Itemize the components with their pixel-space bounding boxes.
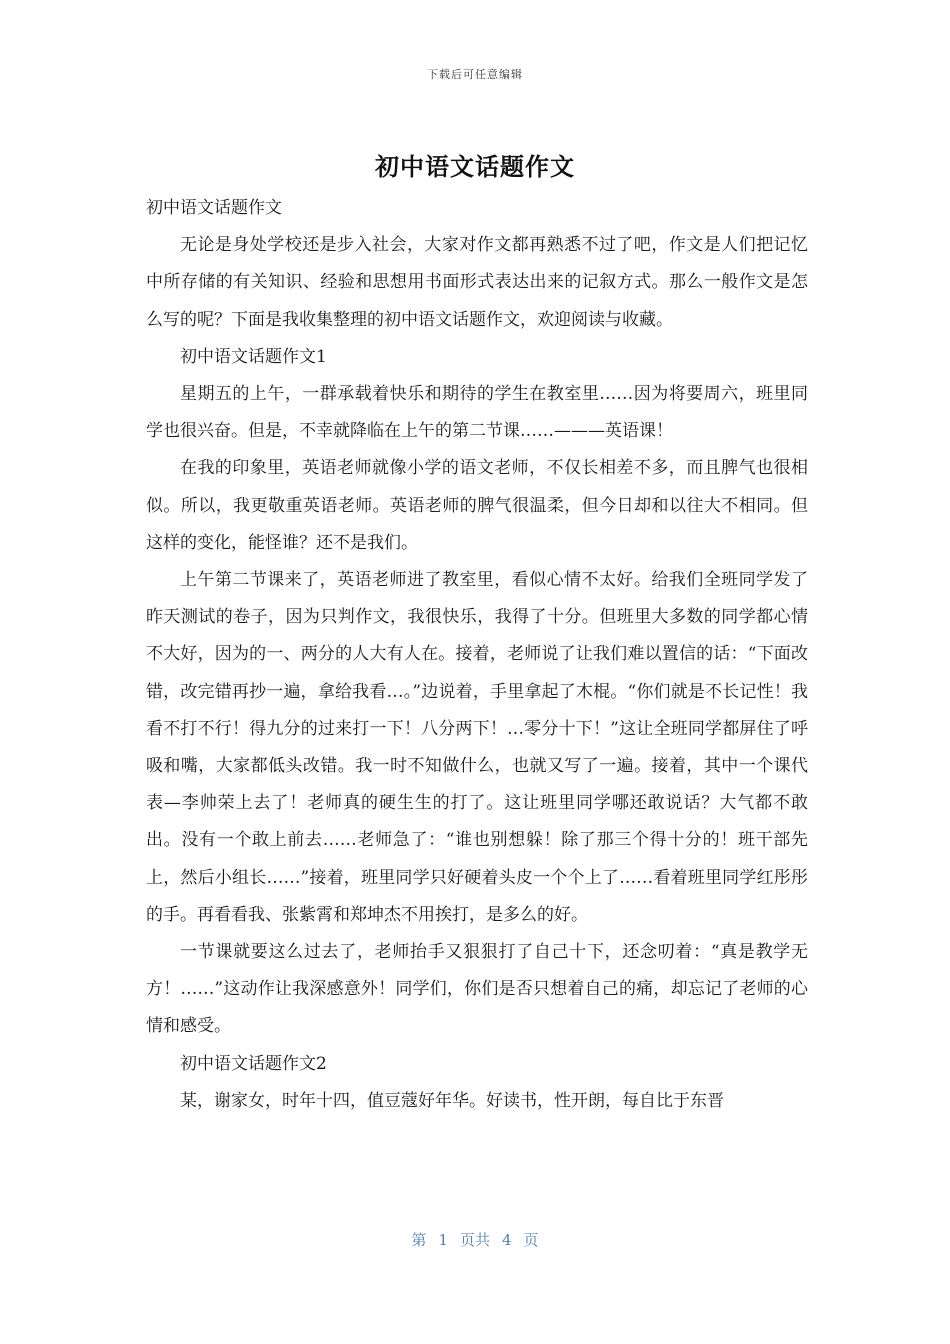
footer-label-end: 页 [523,1231,539,1249]
document-body [146,190,808,1120]
body-paragraph: 某，谢家女，时年十四，值豆蔻好年华。好读书，性开朗，每自比于东晋 [180,1090,724,1111]
footer-total-pages: 4 [502,1231,512,1249]
intro-paragraph: 无论是身处学校还是步入社会，大家对作文都再熟悉不过了吧，作文是人们把记忆中所存储的有关知识、经验和思想用书面形式表达出来的记叙方式。那么一般作文是怎么写的呢？下面是我收集整理的初中语文话题作文，欢迎阅读与收藏。 [146,235,808,330]
footer-label-page: 第 [411,1231,427,1249]
body-paragraph: 一节课就要这么过去了，老师抬手又狠狠打了自己十下，还念叨着：“真是教学无方！……”这动作让我深感意外！同学们，你们是否只想着自己的痛，却忘记了老师的心情和感受。 [146,942,808,1037]
section-heading: 初中语文话题作文 [146,198,282,218]
body-paragraph: 星期五的上午，一群承载着快乐和期待的学生在教室里……因为将要周六，班里同学也很兴奋。但是，不幸就降临在上午的第二节课……———英语课！ [146,384,808,442]
page-header-note: 下载后可任意编辑 [427,68,523,81]
footer-label-of: 页共 [459,1231,490,1249]
page-number-footer [0,1229,950,1250]
body-paragraph: 在我的印象里，英语老师就像小学的语文老师，不仅长相差不多，而且脾气也很相似。所以，我更敬重英语老师。英语老师的脾气很温柔，但今日却和以往大不相同。但这样的变化，能怪谁？还不是我们。 [146,458,808,553]
document-title: 初中语文话题作文 [375,153,575,181]
body-paragraph: 上午第二节课来了，英语老师进了教室里，看似心情不太好。给我们全班同学发了昨天测试的卷子，因为只判作文，我很快乐，我得了十分。但班里大多数的同学都心情不大好，因为的一、两分的人大有人在。接着，老师说了让我们难以置信的话：“下面改错，改完错再抄一遍，拿给我看…。”边说着，手里拿起了木棍。“你们就是不长记性！我看不打不行！得九分的过来打一下！八分两下！…零分十下！”这让全班同学都屏住了呼吸和嘴，大家都低头改错。我一时不知做什么，也就又写了一遍。接着，其中一个课代表—李帅荣上去了！老师真的硬生生的打了。这让班里同学哪还敢说话？大气都不敢出。没有一个敢上前去……老师急了：“谁也别想躲！除了那三个得十分的！班干部先上，然后小组长……”接着，班里同学只好硬着头皮一个个上了……看着班里同学红彤彤的手。再看看我、张紫霄和郑坤杰不用挨打，是多么的好。 [146,570,808,925]
footer-current-page: 1 [438,1231,448,1249]
essay-2-heading: 初中语文话题作文2 [180,1053,327,1074]
essay-1-heading: 初中语文话题作文1 [180,346,327,367]
